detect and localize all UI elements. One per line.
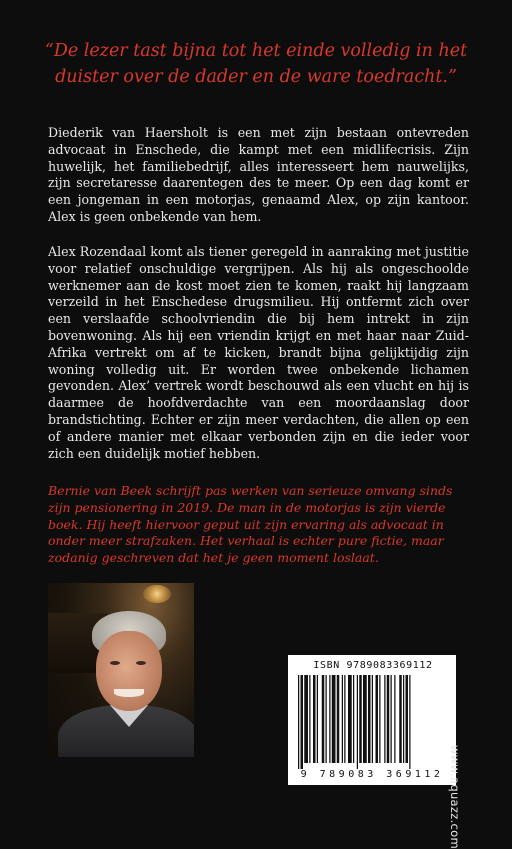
author-bio: Bernie van Beek schrijft pas werken van serieuze omvang sinds zijn pensionering in 2019. De man in de motorjas is zijn vierde boek. Hij heeft hiervoor geput uit zijn ervaring als advocaat in onder meer strafzaken. Het verhaal is echter pure fictie, maar zodanig geschreven dat het je geen moment loslaat. <box>48 483 453 566</box>
barcode-bars <box>298 675 448 769</box>
isbn-barcode <box>288 655 456 785</box>
publisher-website: www.aquazz.com <box>448 745 462 849</box>
barcode-digits: 9 789083 369112 <box>300 769 444 780</box>
synopsis-paragraph-1: Diederik van Haersholt is een met zijn bestaan ontevreden advocaat in Enschede, die kampt met een midlifecrisis. Zijn huwelijk, het familiebedrijf, alles interesseert hem nauwelijks, zijn secretaresse daarentegen des te meer. Op een dag komt er een jongeman in een motorjas, genaamd Alex, op zijn kantoor. Alex is geen onbekende van hem. <box>48 125 469 224</box>
synopsis-paragraph-2: Alex Rozendaal komt als tiener geregeld in aanraking met justitie voor relatief onschuldige vergrijpen. Als hij als ongeschoolde werknemer aan de kost moet zien te komen, raakt hij langzaam verzeild in het Enschedese drugsmilieu. Hij ontfermt zich over een verslaafde schoolvriendin die bij hem intrekt in zijn bovenwoning. Als hij een vriendin krijgt en met haar naar Zuid-Afrika vertrekt om af te kicken, brandt bijna gelijktijdig zijn woning volledig uit. Er worden twee onbekende lichamen gevonden. Alex’ vertrek wordt beschouwd als een vlucht en hij is daarmee de hoofdverdachte van een moordaanslag door brandstichting. Echter er zijn meer verdachten, die allen op een of andere manier met elkaar verbonden zijn en die ieder voor zich een duidelijk motief hebben. <box>48 244 469 461</box>
back-cover-quote: “De lezer tast bijna tot het einde volledig in het duister over de dader en de ware toedracht.” <box>44 41 468 87</box>
isbn-label: ISBN 9789083369112 <box>313 660 433 671</box>
author-photo <box>48 583 194 757</box>
